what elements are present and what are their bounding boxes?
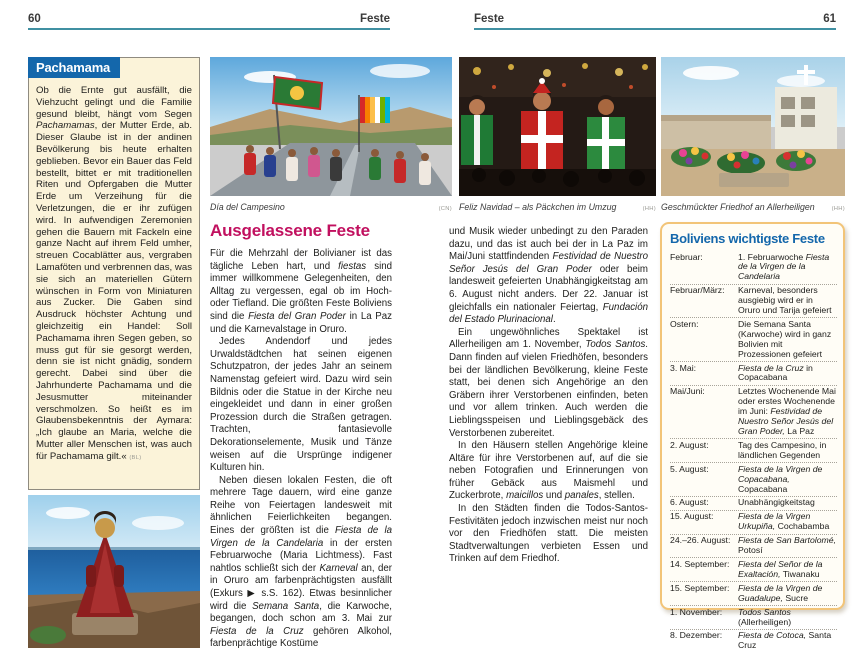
photo-credit: (HH): [642, 206, 656, 212]
festival-description: Fiesta de Cotoca, Santa Cruz: [738, 630, 832, 651]
festival-date: 15. August:: [670, 511, 714, 522]
pachamama-statue-illustration: [28, 495, 200, 648]
festival-date: 1. November:: [670, 606, 723, 617]
festival-date: Februar/März:: [670, 285, 725, 296]
photo-dia-del-campesino: [210, 57, 452, 196]
right-page-number: 61: [823, 13, 836, 25]
festival-row: [670, 439, 837, 463]
festival-date: 6. August:: [670, 497, 709, 508]
festival-date: 24.–26. August:: [670, 535, 731, 546]
festival-description: Fiesta de la Virgen de Guadalupe, Sucre: [738, 582, 823, 603]
festival-row: [670, 558, 837, 582]
festival-description: Letztes Wochenende Mai oder erstes Wochenende im Juni: Festividad de Nuestro Señor Jesús del Gran Poder, La Paz: [738, 386, 836, 436]
festival-row: [670, 362, 837, 386]
article-paragraph: und Musik wieder unbedingt zu den Paraden dazu, und das ist auch bei der in La Paz im Mai/Juni stattfindenden Festividad de Nuestro Señor Jesús del Gran Poder oder beim landesweit gefeierten Unabhängigkeitstag am 6. August nicht anders. Der 22. Januar ist gleichfalls ein nationaler Feiertag, Fundación del Estado Plurinacional.: [449, 226, 648, 326]
festival-description: Fiesta de la Virgen Urkupiña, Cochabamba: [738, 511, 830, 532]
festival-table: [670, 251, 837, 653]
cemetery-illustration: [661, 57, 845, 196]
festival-description: Karneval, besonders ausgiebig wird er in Oruro und Tarija gefeiert: [738, 285, 832, 316]
pachamama-infobox: [28, 57, 200, 490]
right-header-rule: [474, 28, 836, 30]
left-section-title: Feste: [359, 13, 390, 25]
article-paragraph: In den Städten finden die Todos-Santos-Festivitäten jedoch inzwischen meist nur noch vor den Friedhöfen statt. Die meisten Stadtverwaltungen verbieten Essen und Trinken auf dem Friedhof.: [449, 503, 648, 565]
campesino-parade-illustration: [210, 57, 452, 196]
photo-pachamama-statue: [28, 495, 200, 648]
festival-date: 5. August:: [670, 463, 709, 474]
festival-row: [670, 582, 837, 606]
festival-table-title: Boliviens wichtigste Feste: [670, 231, 825, 246]
caption-text: Día del Campesino: [210, 202, 285, 212]
festival-row: [670, 463, 837, 497]
caption-friedhof: [661, 202, 845, 212]
article-heading: Ausgelassene Feste: [210, 221, 370, 240]
festival-row: [670, 285, 837, 319]
right-section-title: Feste: [474, 13, 505, 25]
caption-navidad: [459, 202, 656, 212]
article-paragraph: Ein ungewöhnliches Spektakel ist Allerheiligen am 1. November, Todos Santos. Dann finden auf vielen Friedhöfen, besonders bei der ländlichen Bevölkerung, kleine Feste statt, bei denen sich Angehörige an den Gräbern ihrer Verstorbenen einfinden, beten und vor allem trinken. Auch werden die Lieblingsspeisen und Lieblingsgebäck des Verstorbenen zubereitet.: [449, 326, 648, 439]
caption-text: Feliz Navidad – als Päckchen im Umzug: [459, 202, 617, 212]
infobox-credit: (BL): [129, 454, 142, 461]
festival-row: [670, 606, 837, 630]
caption-text: Geschmückter Friedhof an Allerheiligen: [661, 202, 815, 212]
festival-row: [670, 497, 837, 511]
festival-description: 1. Februarwoche Fiesta de la Virgen de la Candelaria: [738, 251, 830, 282]
festival-description: Todos Santos (Allerheiligen): [738, 606, 792, 627]
navidad-parade-illustration: [459, 57, 656, 196]
article-column-2: [449, 226, 648, 648]
photo-credit: (CN): [438, 206, 452, 212]
festival-row: [670, 251, 837, 285]
festival-date: 8. Dezember:: [670, 630, 723, 641]
festival-date: 2. August:: [670, 439, 709, 450]
infobox-title: Pachamama: [28, 57, 120, 78]
festival-row: [670, 318, 837, 362]
festival-description: Fiesta de la Cruz in Copacabana: [738, 362, 813, 383]
festival-row: [670, 630, 837, 653]
festival-date: 15. September:: [670, 582, 730, 593]
left-page-number: 60: [28, 13, 41, 25]
photo-credit: (HH): [831, 206, 845, 212]
festival-description: Die Semana Santa (Karwoche) wird in ganz Bolivien mit Prozessionen gefeiert: [738, 318, 832, 359]
festival-row: [670, 535, 837, 559]
festival-date: 14. September:: [670, 558, 730, 569]
festival-date: 3. Mai:: [670, 362, 697, 373]
caption-campesino: [210, 202, 452, 212]
festival-table-box: [660, 222, 845, 651]
article-paragraph: Neben diesen lokalen Festen, die oft mehrere Tage dauern, wird eine ganze Reihe von Feiertagen landesweit mit ähnlichen Feierlichkeiten begangen. Eines der größten ist die Fiesta de la Virgen de la Candelaria in der ersten Februarwoche (Maria Lichtmess). Fast nahtlos schließt sich der Karneval an, der in Oruro am farbenprächtigsten ausfällt (Exkurs ▶ s.S. 162). Etwas besinnlicher wird die Semana Santa, die Karwoche, begangen, doch schon am 3. Mai zur Fiesta de la Cruz gehören Alkohol, farbenprächtige Kostüme: [210, 474, 392, 650]
article-column-1: [210, 248, 392, 648]
photo-friedhof: [661, 57, 845, 196]
article-paragraph: Für die Mehrzahl der Bolivianer ist das tägliche Leben hart, und fiestas sind immer willkommene Gelegenheiten, den Alltag zu vergessen, egal ob im Hoch- oder Tiefland. Die größten Feste Boliviens sind die Fiesta del Gran Poder in La Paz und die Karnevalstage in Oruro.: [210, 248, 392, 335]
photo-feliz-navidad: [459, 57, 656, 196]
festival-description: Tag des Campesino, in ländlichen Gegenden: [738, 439, 827, 460]
festival-description: Unabhängigkeitstag: [738, 497, 815, 508]
festival-date: Ostern:: [670, 318, 699, 329]
infobox-body: [36, 85, 192, 465]
festival-date: Februar:: [670, 251, 703, 262]
festival-row: [670, 386, 837, 440]
left-header-rule: [28, 28, 390, 30]
festival-description: Fiesta del Señor de la Exaltación, Tiwanaku: [738, 558, 823, 579]
infobox-text: Ob die Ernte gut ausfällt, die Viehzucht gelingt und die Familie gesund bleibt, hängt vom Segen Pachamamas, der Mutter Erde, ab. Dieser Glaube ist in der andinen Bevölkerung bis heute erhalten geblieben. Bevor ein Bauer das Feld bestellt, bittet er mit traditionellen Riten und Opfergaben die Mutter Erde um Verzeihung für die Verletzungen, die er ihr zufügen wird. In aufwendigen Zeremonien gehen die Bauern mit Fackeln eine ganze Nacht auf ihrem Feld umher, streuen Cocablätter aus, vergraben Lamaföten und verbrennen das, was sie sich an materiellen Gütern wünschen in Form von Miniaturen aus Zucker. Die Gaben sind Ausdruck höchster Achtung und gleichzeitig ein Handel: Soll Pachamama ihren Segen geben, so muss gut für sie gesorgt werden, denn sie ist nicht gnädig, sondern gerecht. Dabei sind über die Jahrhunderte Pachamama und die Jesusmutter miteinander verschmolzen. So heißt es im Glaubensbekenntnis der Aymara: „Ich glaube an Maria, welche die Mutter aller Menschen ist, was auch für Pachamama gilt.«: [36, 85, 192, 462]
festival-description: Fiesta de San Bartolomé, Potosí: [738, 535, 837, 556]
article-paragraph: Jedes Andendorf und jedes Urwaldstädtchen hat seinen eigenen Schutzpatron, der jedes Jahr an seinem Namenstag gefeiert wird. Dazu wird sein Bildnis oder die Statue in der Kirche neu eingekleidet und dann in einer großen Prozession durch die Straßen getragen. Trachten, fantasievolle Dekorationselemente, Musik und Tänze weisen auf die Ursprünge indigener Kulturen hin.: [210, 336, 392, 474]
festival-description: Fiesta de la Virgen de Copacabana, Copacabana: [738, 463, 823, 494]
article-paragraph: In den Häusern stellen Angehörige kleine Altäre für ihre Verstorbenen auf, auf die sie neben Fotografien und Erinnerungen von früher Gebäck aus Maismehl und Zuckerbrote, maicillos und panales, stellen.: [449, 440, 648, 502]
festival-row: [670, 511, 837, 535]
festival-date: Mai/Juni:: [670, 386, 705, 397]
